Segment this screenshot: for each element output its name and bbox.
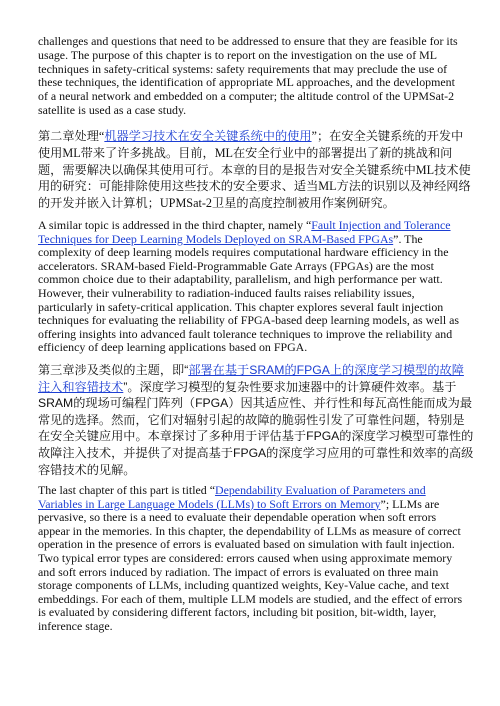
paragraph-line: particularly in safety-critical application. This chapter explores several fault injection (38, 300, 444, 314)
paragraph-line: pervasive, so there is a need to evaluate their dependable operation when soft errors (38, 511, 437, 525)
paragraph-line (38, 128, 478, 145)
paragraph-line: 用的研究：可能排除使用这些技术的安全要求、适当ML方法的识别以及神经网络 (38, 179, 471, 194)
paragraph-line: 题，需要解决以确保其使用可行。本章的目的是报告对安全关键系统中ML技术使 (38, 162, 471, 177)
paragraph-line (38, 379, 478, 396)
last-chapter-title-link[interactable]: Dependability Evaluation of Parameters and (214, 484, 426, 497)
line-text: ”. The (393, 232, 423, 246)
paragraph-line: 使用ML带来了许多挑战。目前，ML在安全行业中的部署提出了新的挑战和问 (38, 145, 453, 160)
paragraph-line (38, 233, 478, 247)
paragraph-line: 在安全关键应用中。本章探讨了多种用于评估基于FPGA的深度学习模型可靠性的 (38, 429, 474, 444)
chapter-3-chinese-title-link[interactable]: 注入和容错技术 (38, 379, 124, 394)
paragraph-line (38, 219, 478, 233)
paragraph-chapter-3-summary (38, 219, 478, 355)
paragraph-chapter-2-chinese (38, 128, 478, 212)
paragraph-line: 的开发并嵌入计算机；UPMSat-2卫星的高度控制被用作案例研究。 (38, 196, 395, 211)
paragraph-last-chapter-summary (38, 484, 478, 634)
paragraph-line: usage. The purpose of this chapter is to report on the investigation on the use of ML (38, 48, 438, 62)
line-text: 第二章处理“ (38, 129, 105, 143)
paragraph-line: 故障注入技术，并提供了对提高基于FPGA的深度学习应用的可靠性和效率的高级 (38, 445, 474, 460)
paragraph-line: of a neural network and embedded on a computer; the altitude control of the UPMSat-2 (38, 90, 455, 104)
paragraph-line: challenges and questions that need to be addressed to ensure that they are feasible for its (38, 35, 458, 48)
paragraph-line (38, 362, 478, 379)
paragraph-line: efficiency of deep learning applications based on FPGA. (38, 341, 308, 355)
paragraph-line: offering insights into advanced fault tolerance techniques to improve the reliability and (38, 327, 453, 341)
paragraph-line: common choice due to their adaptability, parallelism, and high performance per watt. (38, 273, 443, 287)
paragraph-line (38, 498, 478, 512)
paragraph-line: storage components of LLMs, including quantized weights, Key-Value cache, and text (38, 579, 450, 593)
line-text: 第三章涉及类似的主题，即“ (38, 363, 189, 377)
paragraph-line: techniques in safety-critical systems: safety requirements that may preclude the use of (38, 62, 448, 76)
line-text: ”; LLMs are (380, 497, 440, 511)
paragraph-line: appear in the memories. In this chapter, the dependability of LLMs as measure of correct (38, 524, 461, 538)
paragraph-line: 容错技术的见解。 (38, 462, 136, 477)
paragraph-chapter-3-chinese (38, 362, 478, 478)
paragraph-line: and soft errors induced by radiation. The impact of errors is evaluated on three main (38, 565, 439, 579)
line-text: The last chapter of this part is titled “ (38, 484, 215, 497)
paragraph-line: satellite is used as a case study. (38, 103, 187, 117)
chapter-3-chinese-title-link[interactable]: 部署在基于SRAM的FPGA上的深度学习模型的故障 (188, 363, 464, 377)
line-text: ”；在安全关键系统的开发中 (311, 129, 464, 143)
chapter-3-title-link[interactable]: Techniques for Deep Learning Models Deployed on SRAM-Based FPGAs (38, 232, 394, 246)
last-chapter-title-link[interactable]: Variables in Large Language Models (LLMs) to Soft Errors on Memory (38, 497, 381, 511)
paragraph-line: is evaluated by considering different factors, including bit position, bit-width, layer, (38, 606, 437, 620)
chapter-2-title-link[interactable]: 机器学习技术在安全关键系统中的使用 (104, 129, 312, 143)
chapter-3-title-link[interactable]: Fault Injection and Tolerance (311, 219, 451, 232)
paragraph-line: However, their vulnerability to radiation-induced faults raises reliability issues, (38, 286, 415, 300)
paragraph-line: these techniques, the identification of appropriate ML approaches, and the development (38, 76, 455, 90)
paragraph-line: inference stage. (38, 619, 113, 633)
paragraph-line: 常见的选择。然而，它们对辐射引起的故障的脆弱性引发了可靠性问题，特别是 (38, 412, 465, 427)
paragraph-line: complexity of deep learning models requires computational hardware efficiency in the (38, 246, 449, 260)
paragraph-line: Two typical error types are considered: errors caused when using approximate memory (38, 551, 453, 565)
paragraph-line: SRAM的现场可编程门阵列（FPGA）因其适应性、并行性和每瓦高性能而成为最 (38, 396, 473, 411)
paragraph-chapter-1-summary (38, 35, 478, 118)
paragraph-line: embeddings. For each of them, multiple LLM models are studied, and the effect of errors (38, 592, 463, 606)
line-text: ”。深度学习模型的复杂性要求加速器中的计算硬件效率。基于 (123, 379, 457, 394)
line-text: A similar topic is addressed in the third chapter, namely “ (38, 219, 312, 232)
paragraph-line: techniques for evaluating the reliability of FPGA-based deep learning models, as well as (38, 314, 460, 328)
paragraph-line: operation in the presence of errors is evaluated based on simulation with fault injection. (38, 538, 455, 552)
paragraph-line: accelerators. SRAM-based Field-Programmable Gate Arrays (FPGAs) are the most (38, 259, 434, 273)
paragraph-line (38, 484, 478, 498)
